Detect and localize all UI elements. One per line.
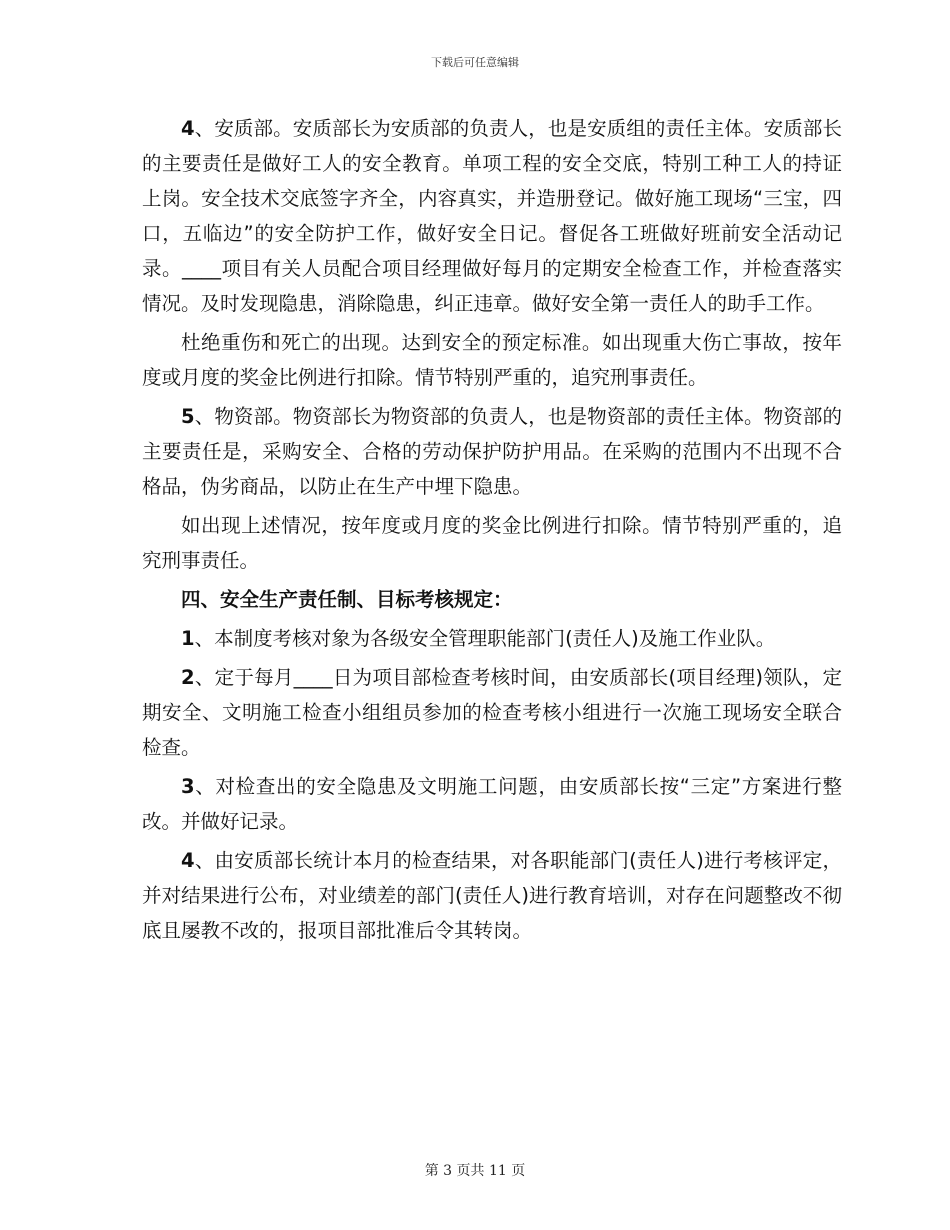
item-number: 4	[181, 849, 195, 872]
paragraph-text: 、由安质部长统计本月的检查结果，对各职能部门(责任人)进行考核评定，并对结果进行公布，对业绩差的部门(责任人)进行教育培训，对存在问题整改不彻底且屡教不改的，报项目部批准后令其转岗。	[142, 849, 842, 942]
paragraph-text: 、安质部。安质部长为安质部的负责人，也是安质组的责任主体。安质部长的主要责任是做好工人的安全教育。单项工程的安全交底，特别工种工人的持证上岗。安全技术交底签字齐全，内容真实，并造册登记。做好施工现场“三宝，四口，五临边”的安全防护工作，做好安全日记。督促各工班做好班前安全活动记录。____项目有关人员配合项目经理做好每月的定期安全检查工作，并检查落实情况。及时发现隐患，消除隐患，纠正违章。做好安全第一责任人的助手工作。	[142, 117, 842, 315]
page-footer: 第 3 页共 11 页	[424, 1163, 526, 1179]
paragraph-rule-2	[142, 660, 842, 765]
paragraph-text: 、物资部。物资部长为物资部的负责人，也是物资部的责任主体。物资部的主要责任是，采购安全、合格的劳动保护防护用品。在采购的范围内不出现不合格品，伪劣商品，以防止在生产中埋下隐患。	[142, 405, 842, 498]
paragraph-wuzi	[142, 399, 842, 504]
item-number: 2	[181, 666, 195, 689]
paragraph-rule-4	[142, 843, 842, 948]
paragraph-text: 如出现上述情况，按年度或月度的奖金比例进行扣除。情节特别严重的，追究刑事责任。	[142, 514, 842, 572]
page-header: 下载后可任意编辑	[431, 56, 519, 69]
paragraph-rule-1	[142, 621, 842, 656]
document-body	[142, 111, 842, 952]
paragraph-rule-3	[142, 769, 842, 839]
item-number: 1	[181, 627, 195, 650]
item-number: 5	[181, 405, 195, 428]
paragraph-text: 杜绝重伤和死亡的出现。达到安全的预定标准。如出现重大伤亡事故，按年度或月度的奖金比例进行扣除。情节特别严重的，追究刑事责任。	[142, 331, 842, 389]
item-number: 4	[181, 117, 195, 140]
section-heading-text: 四、安全生产责任制、目标考核规定：	[181, 588, 513, 611]
section-heading	[142, 582, 842, 617]
paragraph-anzhi	[142, 111, 842, 321]
paragraph-text: 、定于每月____日为项目部检查考核时间，由安质部长(项目经理)领队，定期安全、文明施工检查小组组员参加的检查考核小组进行一次施工现场安全联合检查。	[142, 666, 842, 759]
paragraph-anzhi-penalty	[142, 325, 842, 395]
item-number: 3	[181, 775, 195, 798]
paragraph-wuzi-penalty	[142, 508, 842, 578]
paragraph-text: 、对检查出的安全隐患及文明施工问题，由安质部长按“三定”方案进行整改。并做好记录。	[142, 775, 842, 833]
paragraph-text: 、本制度考核对象为各级安全管理职能部门(责任人)及施工作业队。	[194, 627, 776, 650]
